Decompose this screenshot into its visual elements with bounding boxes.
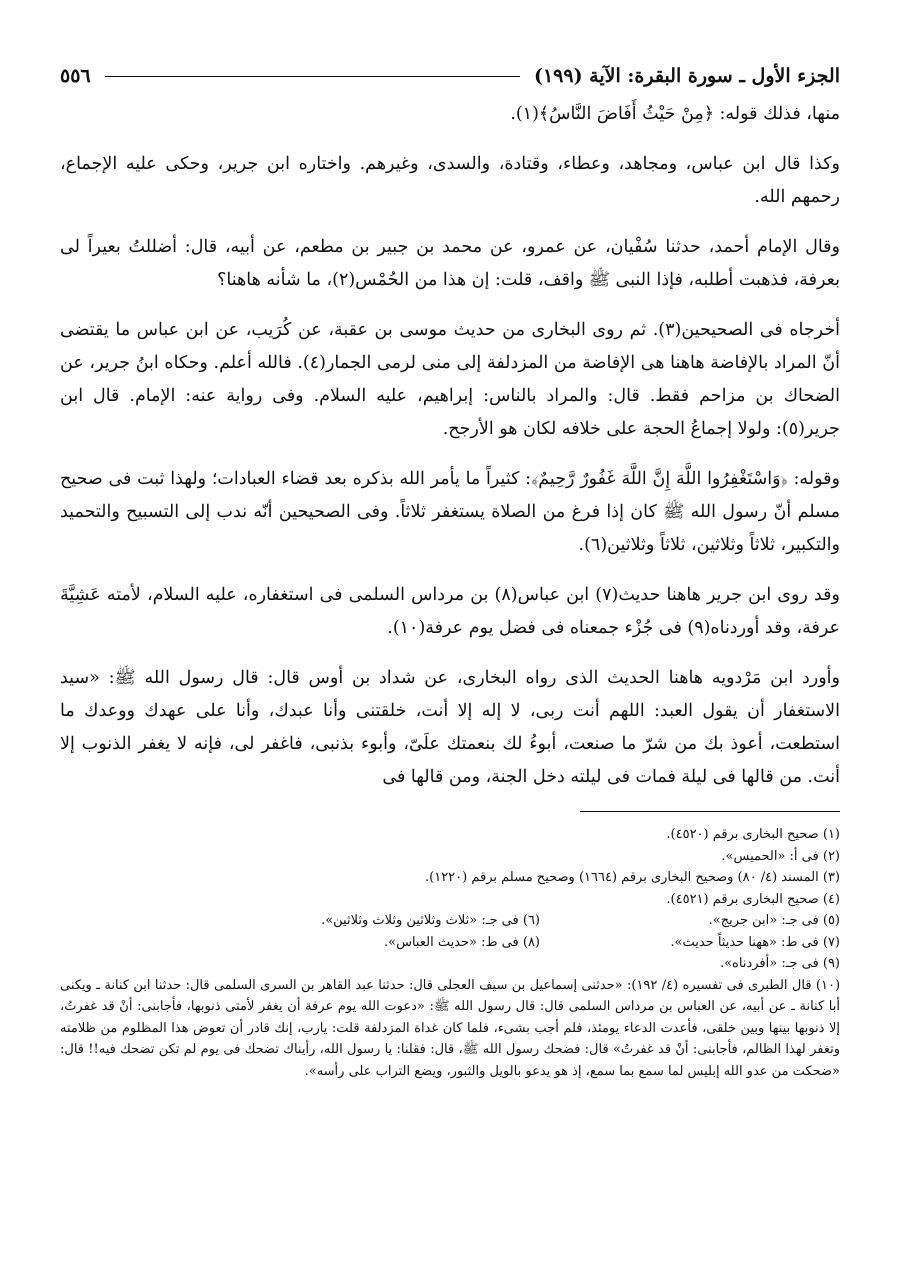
header-rule [105, 76, 520, 77]
paragraph: وقد روى ابن جرير هاهنا حديث(٧) ابن عباس(٨) بن مرداس السلمى فى استغفاره، عليه السلام، لأمته عَشِيَّةَ عرفة، وقد أوردناه(٩) فى جُزْء جمعناه فى فضل يوم عرفة(١٠). [60, 585, 840, 638]
main-text [60, 98, 840, 794]
running-header [60, 58, 840, 94]
footnote: (١) صحيح البخارى برقم (٤٥٢٠). [666, 827, 840, 842]
page-number: ٥٥٦ [60, 65, 91, 87]
footnote-row [60, 932, 840, 954]
paragraph: وقوله: ﴿وَاسْتَغْفِرُوا اللَّهَ إِنَّ اللَّهَ غَفُورٌ رَّحِيمٌ﴾: كثيراً ما يأمر الله بذكره بعد قضاء العبادات؛ ولهذا ثبت فى صحيح مسلم أنّ رسول الله ﷺ كان إذا فرغ من الصلاة يستغفر ثلاثاً. وفى الصحيحين أنّه ندب إلى التسبيح والتحميد والتكبير، ثلاثاً وثلاثين، ثلاثاً وثلاثين(٦). [60, 469, 840, 555]
footnote: (٩) فى جـ: «أفردناه». [719, 956, 840, 971]
footnote: (٥) فى جـ: «ابن جريج». [708, 913, 840, 928]
footnote: (٧) فى ط: «ههنا حديثاً حديث». [670, 934, 840, 950]
book-page [60, 58, 840, 1248]
footnote: (٤) صحيح البخارى برقم (٤٥٢١). [666, 891, 840, 907]
paragraph: أخرجاه فى الصحيحين(٣). ثم روى البخارى من حديث موسى بن عقبة، عن كُرَيب، عن ابن عباس ما يقتضى أنّ المراد بالإفاضة هاهنا هى الإفاضة من المزدلفة إلى منى لرمى الجمار(٤). فالله أعلم. وحكاه ابنُ جرير، عن الضحاك بن مزاحم فقط. قال: والمراد بالناس: إبراهيم، عليه السلام. وفى رواية عنه: الإمام. قال ابن جرير(٥): ولولا إجماعُ الحجة على خلافه لكان هو الأرجح. [60, 320, 841, 439]
paragraph: وقال الإمام أحمد، حدثنا سُفْيان، عن عمرو، عن محمد بن جبير بن مطعم، عن أبيه، قال: أضللتُ بعيراً لى بعرفة، فذهبت أطلبه، فإذا النبى ﷺ واقف، قلت: إن هذا من الحُمْس(٢)، ما شأنه هاهنا؟ [60, 237, 840, 290]
paragraph: وكذا قال ابن عباس، ومجاهد، وعطاء، وقتادة، والسدى، وغيرهم. واختاره ابن جرير، وحكى عليه الإجماع، رحمهم الله. [60, 154, 840, 207]
paragraph: منها، فذلك قوله: ﴿مِنْ حَيْثُ أَفَاضَ النَّاسُ﴾(١). [510, 104, 840, 124]
footnote-row [60, 910, 840, 932]
header-title: الجزء الأول ـ سورة البقرة: الآية (١٩٩) [533, 65, 840, 87]
footnote-separator [580, 811, 840, 818]
paragraph: وأورد ابن مَرْدويه هاهنا الحديث الذى رواه البخارى، عن شداد بن أوس قال: قال رسول الله ﷺ: «سيد الاستغفار أن يقول العبد: اللهم أنت ربى، لا إله إلا أنت، خلقتنى وأنا عبدك، وأنا على عهدك ووعدك ما استطعت، أعوذ بك من شرّ ما صنعت، أبوءُ لك بنعمتك علَىّ، وأبوء بذنبى، فاغفر لى، فإنه لا يغفر الذنوب إلا أنت. من قالها فى ليلة فمات فى ليلته دخل الجنة، ومن قالها فى [60, 668, 840, 787]
footnote: (٢) فى أ: «الحميس». [721, 848, 840, 864]
footnote: (٨) فى ط: «حديث العباس». [384, 934, 540, 950]
footnote: (٣) المسند (٤/ ٨٠) وصحيح البخارى برقم (١٦٦٤) وصحيح مسلم برقم (١٢٢٠). [425, 870, 840, 885]
footnotes [60, 824, 840, 1082]
footnote: (٦) فى جـ: «ثلاث وثلاثين وثلاث وثلاثين». [321, 913, 540, 928]
footnote: (١٠) قال الطبرى فى تفسيره (٤/ ١٩٢): «حدثنى إسماعيل بن سيف العجلى قال: حدثنا عبد القاهر بن السرى السلمى قال: حدثنا ابن كنانة ـ ويكنى أبا كنانة ـ عن أبيه، عن العباس بن مرداس السلمى قال: قال رسول الله ﷺ: «دعوت الله يوم عرفة أن يغفر لأمتى ذنوبها، فأجابنى: أنْ قد غفرتُ، إلا ذنوبها بينها وبين خلقى، فأعدت الدعاء يومئذ، فلم أجب بشىء، فلما كان غداة المزدلفة قلت: يارب، إنك قادر أن تعوض هذا المظلوم من ظلامته وتغفر لهذا الظالم، فأجابنى: أنْ قد غفرتُ» قال: فضحك رسول الله ﷺ، قال: فقلنا: يا رسول الله، رأيناك تضحك فى يوم لم تكن تضحك فيه!! قال: «ضحكت من عدو الله إبليس لما سمع بما سمع، إذ هو يدعو بالويل والثبور، ويضع التراب على رأسه». [60, 977, 841, 1079]
